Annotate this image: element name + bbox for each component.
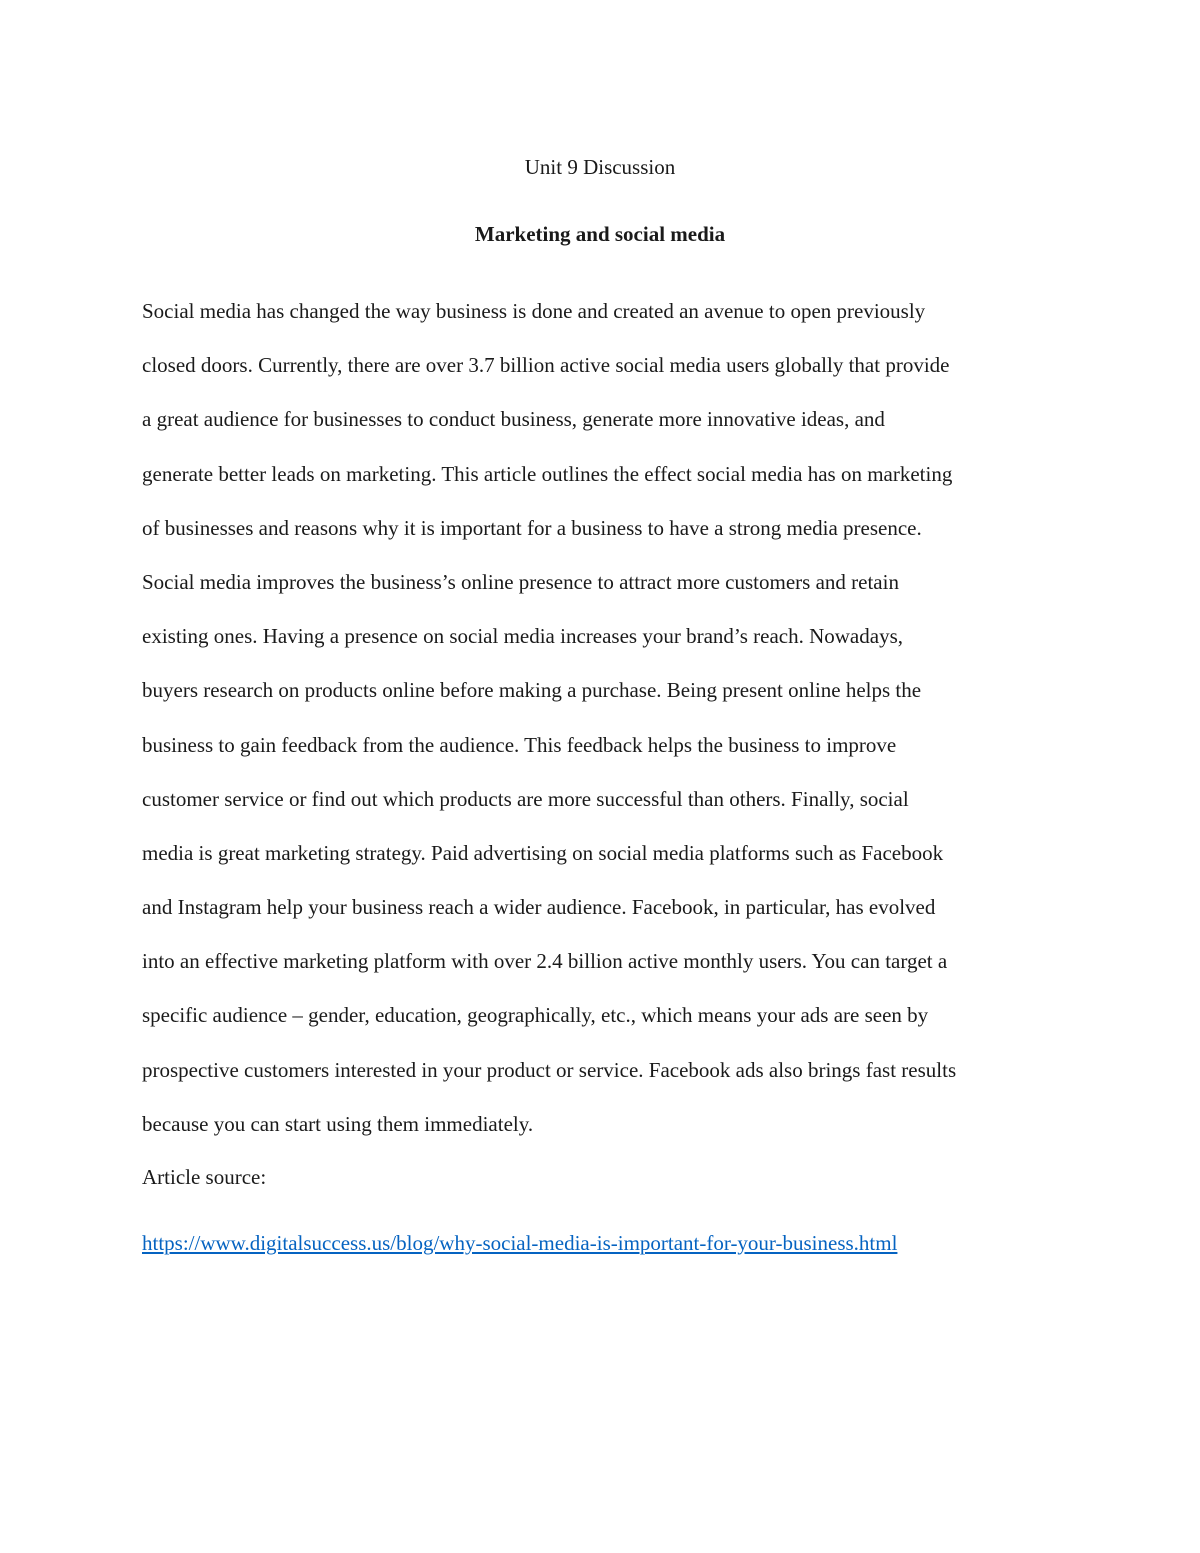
document-heading: Marketing and social media bbox=[474, 222, 726, 246]
body-line: and Instagram help your business reach a wider audience. Facebook, in particular, has evolved bbox=[142, 895, 936, 920]
body-paragraph bbox=[142, 284, 1082, 1151]
article-source-link[interactable]: https://www.digitalsuccess.us/blog/why-social-media-is-important-for-your-business.html bbox=[142, 1231, 898, 1255]
article-source-label: Article source: bbox=[142, 1165, 267, 1189]
body-line: business to gain feedback from the audience. This feedback helps the business to improve bbox=[142, 732, 897, 757]
body-line: into an effective marketing platform with over 2.4 billion active monthly users. You can target a bbox=[142, 949, 948, 974]
body-line: Social media has changed the way business is done and created an avenue to open previously bbox=[142, 299, 926, 323]
body-line: prospective customers interested in your product or service. Facebook ads also brings fast results bbox=[142, 1057, 957, 1082]
document-title: Unit 9 Discussion bbox=[524, 155, 676, 179]
body-line: media is great marketing strategy. Paid advertising on social media platforms such as Facebook bbox=[142, 840, 944, 865]
body-line: generate better leads on marketing. This article outlines the effect social media has on marketing bbox=[142, 461, 953, 486]
body-line: closed doors. Currently, there are over 3.7 billion active social media users globally that provide bbox=[142, 353, 950, 378]
body-line: of businesses and reasons why it is important for a business to have a strong media presence. bbox=[142, 515, 922, 540]
body-line: existing ones. Having a presence on social media increases your brand’s reach. Nowadays, bbox=[142, 624, 903, 649]
body-line: specific audience – gender, education, geographically, etc., which means your ads are seen by bbox=[142, 1003, 929, 1028]
body-line: Social media improves the business’s online presence to attract more customers and retain bbox=[142, 569, 899, 594]
body-line: customer service or find out which products are more successful than others. Finally, social bbox=[142, 786, 909, 811]
body-line: because you can start using them immediately. bbox=[142, 1111, 534, 1136]
body-line: buyers research on products online before making a purchase. Being present online helps the bbox=[142, 678, 922, 703]
body-line: a great audience for businesses to conduct business, generate more innovative ideas, and bbox=[142, 407, 885, 432]
